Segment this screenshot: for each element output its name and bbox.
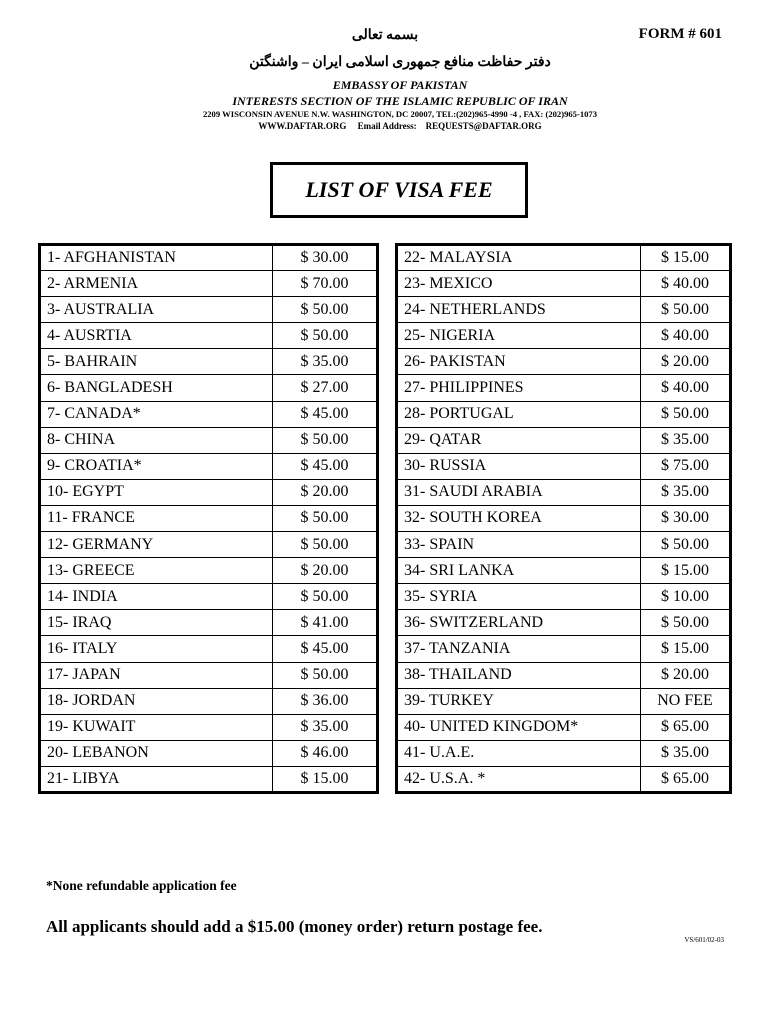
country-cell: 22- MALAYSIA [397,245,641,271]
fee-cell: $ 20.00 [641,662,731,688]
fee-cell: $ 35.00 [641,427,731,453]
fee-cell: $ 15.00 [641,245,731,271]
table-row [397,636,731,662]
fee-cell: $ 30.00 [273,245,378,271]
fee-cell: $ 15.00 [641,558,731,584]
country-cell: 21- LIBYA [40,766,273,792]
country-cell: 42- U.S.A. * [397,766,641,792]
table-row [40,349,378,375]
fee-cell: $ 50.00 [273,427,378,453]
web-email-line: WWW.DAFTAR.ORG Email Address: REQUESTS@DAFTAR.ORG [258,121,542,131]
fee-cell: $ 75.00 [641,453,731,479]
table-row [40,558,378,584]
table-row [397,375,731,401]
table-row [40,401,378,427]
fee-cell: $ 20.00 [641,349,731,375]
table-row [40,375,378,401]
fee-table-left [38,243,379,794]
country-cell: 37- TANZANIA [397,636,641,662]
table-row [40,532,378,558]
fee-cell: $ 40.00 [641,271,731,297]
country-cell: 33- SPAIN [397,532,641,558]
fee-cell: $ 70.00 [273,271,378,297]
fee-cell: $ 50.00 [641,610,731,636]
table-row [397,610,731,636]
table-row [40,271,378,297]
country-cell: 8- CHINA [40,427,273,453]
country-cell: 26- PAKISTAN [397,349,641,375]
country-cell: 31- SAUDI ARABIA [397,479,641,505]
fee-cell: $ 15.00 [641,636,731,662]
fee-cell: $ 35.00 [273,714,378,740]
fee-cell: $ 15.00 [273,766,378,792]
fee-cell: $ 45.00 [273,636,378,662]
table-row [397,427,731,453]
table-row [397,740,731,766]
table-row [397,584,731,610]
country-cell: 40- UNITED KINGDOM* [397,714,641,740]
fee-cell: $ 65.00 [641,766,731,792]
farsi-office-name: دفتر حفاظت منافع جمهوری اسلامی ایران – واشنگتن [249,55,551,70]
country-cell: 14- INDIA [40,584,273,610]
fee-cell: $ 20.00 [273,558,378,584]
table-row [397,349,731,375]
country-cell: 17- JAPAN [40,662,273,688]
fee-cell: $ 41.00 [273,610,378,636]
country-cell: 27- PHILIPPINES [397,375,641,401]
fee-cell: $ 45.00 [273,453,378,479]
fee-cell: $ 40.00 [641,323,731,349]
fee-cell: $ 50.00 [273,584,378,610]
table-row [40,714,378,740]
fee-cell: $ 10.00 [641,584,731,610]
fee-table-right [395,243,732,794]
country-cell: 12- GERMANY [40,532,273,558]
table-row [40,662,378,688]
table-row [40,453,378,479]
fee-cell: $ 65.00 [641,714,731,740]
table-row [40,584,378,610]
fee-cell: $ 50.00 [641,401,731,427]
page-title: LIST OF VISA FEE [270,162,528,218]
fee-cell: $ 50.00 [273,532,378,558]
country-cell: 3- AUSTRALIA [40,297,273,323]
country-cell: 13- GREECE [40,558,273,584]
table-row [40,740,378,766]
country-cell: 29- QATAR [397,427,641,453]
country-cell: 41- U.A.E. [397,740,641,766]
table-row [397,479,731,505]
fee-cell: $ 50.00 [273,662,378,688]
table-row [397,505,731,531]
country-cell: 24- NETHERLANDS [397,297,641,323]
interests-section-name: INTERESTS SECTION OF THE ISLAMIC REPUBLIC OF IRAN [232,94,568,108]
table-row [40,323,378,349]
fee-cell: $ 46.00 [273,740,378,766]
country-cell: 5- BAHRAIN [40,349,273,375]
table-row [40,297,378,323]
country-cell: 11- FRANCE [40,505,273,531]
country-cell: 23- MEXICO [397,271,641,297]
country-cell: 16- ITALY [40,636,273,662]
fee-cell: $ 50.00 [273,323,378,349]
country-cell: 39- TURKEY [397,688,641,714]
country-cell: 38- THAILAND [397,662,641,688]
embassy-name: EMBASSY OF PAKISTAN [332,78,468,92]
table-row [397,453,731,479]
table-row [40,427,378,453]
table-row [40,688,378,714]
country-cell: 28- PORTUGAL [397,401,641,427]
country-cell: 30- RUSSIA [397,453,641,479]
table-row [397,662,731,688]
country-cell: 19- KUWAIT [40,714,273,740]
fee-cell: $ 36.00 [273,688,378,714]
fee-cell: $ 35.00 [641,740,731,766]
table-row [40,610,378,636]
table-row [397,714,731,740]
table-row [397,297,731,323]
table-row [397,688,731,714]
table-row [40,636,378,662]
country-cell: 20- LEBANON [40,740,273,766]
table-row [397,766,731,792]
fee-cell: $ 20.00 [273,479,378,505]
table-row [397,532,731,558]
country-cell: 25- NIGERIA [397,323,641,349]
fee-cell: $ 50.00 [273,505,378,531]
fee-cell: $ 35.00 [273,349,378,375]
country-cell: 1- AFGHANISTAN [40,245,273,271]
country-cell: 35- SYRIA [397,584,641,610]
country-cell: 2- ARMENIA [40,271,273,297]
country-cell: 18- JORDAN [40,688,273,714]
country-cell: 9- CROATIA* [40,453,273,479]
country-cell: 36- SWITZERLAND [397,610,641,636]
fee-cell: $ 27.00 [273,375,378,401]
country-cell: 7- CANADA* [40,401,273,427]
fee-cell: $ 45.00 [273,401,378,427]
table-row [40,766,378,792]
refund-note: *None refundable application fee [46,878,237,893]
table-row [40,479,378,505]
table-row [397,558,731,584]
country-cell: 15- IRAQ [40,610,273,636]
table-row [397,245,731,271]
form-number: FORM # 601 [638,26,722,42]
table-row [40,505,378,531]
table-row [397,401,731,427]
form-code: VS/601/02-03 [684,936,724,944]
fee-cell: $ 30.00 [641,505,731,531]
fee-cell: $ 50.00 [273,297,378,323]
fee-cell: NO FEE [641,688,731,714]
country-cell: 34- SRI LANKA [397,558,641,584]
postage-notice: All applicants should add a $15.00 (money order) return postage fee. [46,917,543,936]
fee-cell: $ 50.00 [641,297,731,323]
fee-cell: $ 50.00 [641,532,731,558]
address-line: 2209 WISCONSIN AVENUE N.W. WASHINGTON, DC 20007, TEL:(202)965-4990 -4 , FAX: (202)965-1073 [202,109,598,119]
country-cell: 32- SOUTH KOREA [397,505,641,531]
fee-cell: $ 35.00 [641,479,731,505]
country-cell: 10- EGYPT [40,479,273,505]
country-cell: 6- BANGLADESH [40,375,273,401]
table-row [40,245,378,271]
bismillah-heading: بسمه تعالی [351,28,419,43]
table-row [397,271,731,297]
table-row [397,323,731,349]
fee-cell: $ 40.00 [641,375,731,401]
country-cell: 4- AUSRTIA [40,323,273,349]
